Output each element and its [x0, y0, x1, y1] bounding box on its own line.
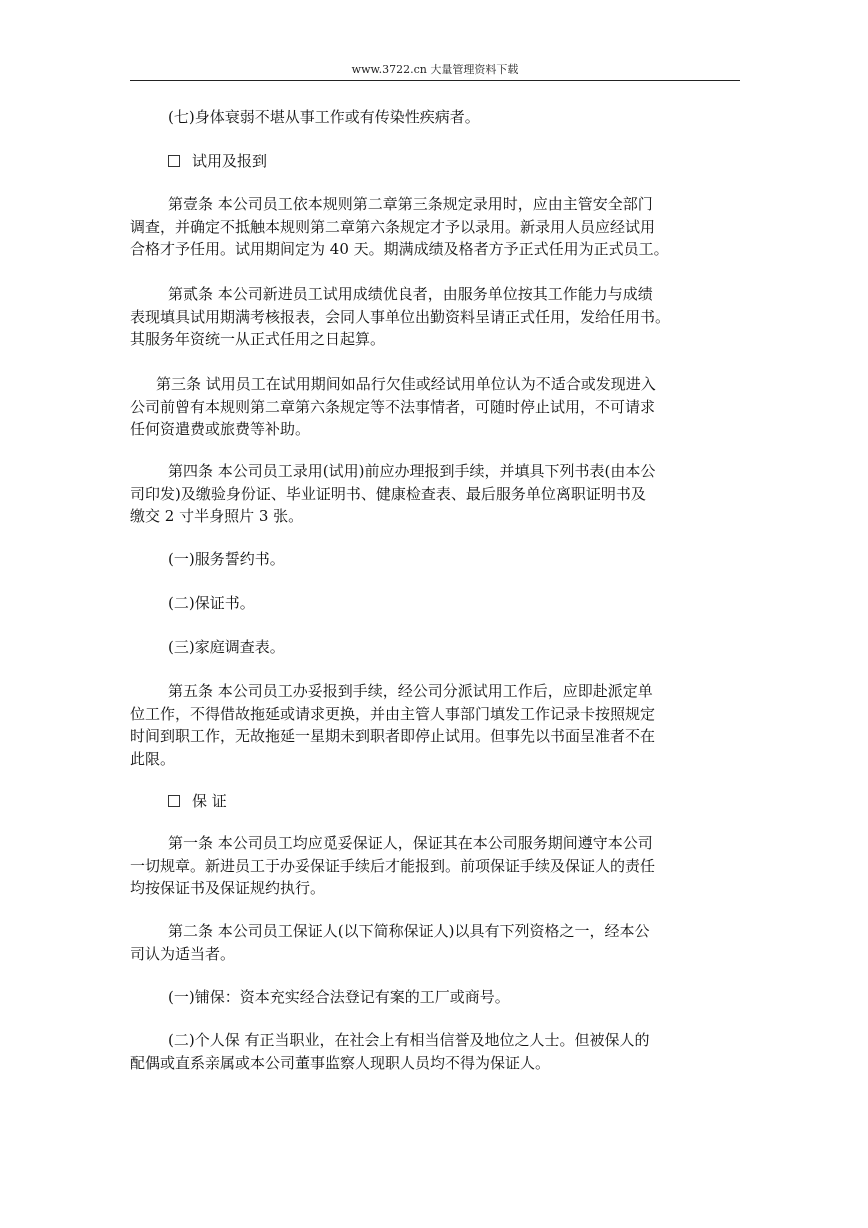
text-line: 配偶或直系亲属或本公司董事监察人现职人员均不得为保证人。 [130, 1053, 551, 1072]
checkbox-square-icon [168, 155, 180, 167]
text-line: (一)服务誓约书。 [168, 550, 285, 568]
header-divider [130, 80, 740, 81]
section-title [168, 150, 267, 173]
text-line: 第壹条 本公司员工依本规则第二章第三条规定录用时，应由主管安全部门 [168, 195, 653, 213]
paragraph [168, 986, 778, 1009]
text-line: 位工作，不得借故拖延或请求更换，并由主管人事部门填发工作记录卡按照规定 [130, 704, 656, 723]
paragraph [130, 1029, 740, 1074]
text-line: 第贰条 本公司新进员工试用成绩优良者，由服务单位按其工作能力与成绩 [168, 285, 653, 303]
text-line: 第五条 本公司员工办妥报到手续，经公司分派试用工作后，应即赴派定单 [168, 682, 653, 700]
paragraph [168, 548, 778, 571]
paragraph [130, 373, 740, 441]
paragraph [168, 592, 778, 615]
paragraph [130, 832, 740, 900]
text-line: (三)家庭调查表。 [168, 638, 285, 656]
text-line: 第一条 本公司员工均应觅妥保证人，保证其在本公司服务期间遵守本公司 [168, 834, 653, 852]
text-line: 表现填具试用期满考核报表，会同人事单位出勤资料呈请正式任用，发给任用书。 [130, 307, 671, 326]
text-line: 均按保证书及保证规约执行。 [130, 879, 326, 897]
text-line: 一切规章。新进员工于办妥保证手续后才能报到。前项保证手续及保证人的责任 [130, 856, 656, 875]
paragraph [168, 106, 778, 129]
paragraph [130, 283, 740, 351]
text-line: 司认为适当者。 [130, 944, 236, 963]
section-title-text: 试用及报到 [192, 152, 268, 170]
text-line: (一)铺保：资本充实经合法登记有案的工厂或商号。 [168, 988, 510, 1006]
text-line: 此限。 [130, 749, 176, 768]
paragraph [168, 636, 778, 659]
checkbox-square-icon [168, 795, 180, 807]
text-line: 公司前曾有本规则第二章第六条规定等不法事情者，可随时停止试用，不可请求 [130, 397, 656, 416]
paragraph [130, 460, 740, 528]
text-line: 第三条 试用员工在试用期间如品行欠佳或经试用单位认为不适合或发现进入 [156, 375, 656, 393]
section-title [168, 790, 227, 813]
text-line: (七)身体衰弱不堪从事工作或有传染性疾病者。 [168, 108, 480, 126]
text-line: (二)保证书。 [168, 594, 255, 612]
section-title-text: 保 证 [192, 792, 227, 810]
text-line: 时间到职工作，无故拖延一星期未到职者即停止试用。但事先以书面呈准者不在 [130, 727, 656, 745]
text-line: 司印发)及缴验身份证、毕业证明书、健康检查表、最后服务单位离职证明书及 [130, 484, 646, 503]
paragraph [130, 193, 740, 261]
text-line: 第二条 本公司员工保证人(以下简称保证人)以具有下列资格之一，经本公 [168, 922, 650, 940]
text-line: 其服务年资统一从正式任用之日起算。 [130, 330, 386, 348]
text-line: (二)个人保 有正当职业，在社会上有相当信誉及地位之人士。但被保人的 [168, 1031, 650, 1049]
text-line: 合格才予任用。试用期间定为 40 天。期满成绩及格者方予正式任用为正式员工。 [130, 240, 669, 258]
text-line: 调查，并确定不抵触本规则第二章第六条规定才予以录用。新录用人员应经试用 [130, 217, 656, 236]
paragraph [130, 680, 740, 770]
page-header: www.3722.cn 大量管理资料下载 [351, 63, 519, 76]
text-line: 第四条 本公司员工录用(试用)前应办理报到手续，并填具下列书表(由本公 [168, 462, 656, 480]
text-line: 任何资遣费或旅费等补助。 [130, 420, 311, 438]
paragraph [130, 920, 740, 965]
text-line: 缴交 2 寸半身照片 3 张。 [130, 507, 304, 525]
